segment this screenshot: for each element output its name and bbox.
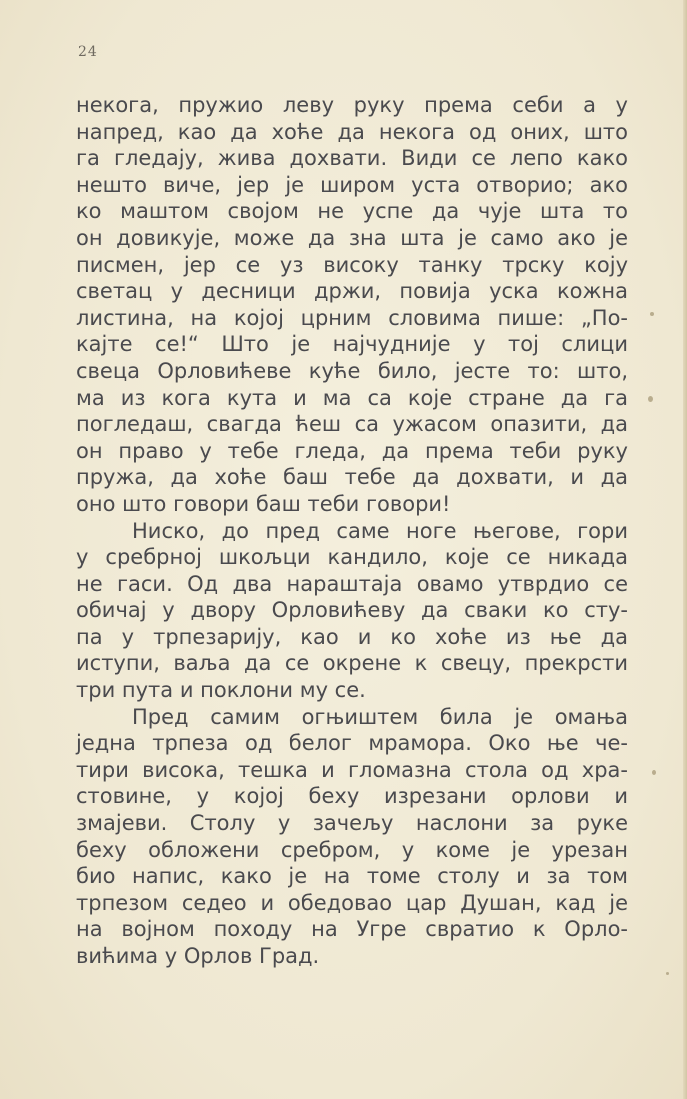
text-line: кајте се!“ Што је најчудније у тој слици (76, 332, 628, 357)
text-line: погледаш, свагда ћеш са ужасом опазити, да (76, 412, 628, 437)
text-line: на војном походу на Угре свратио к Орло- (76, 917, 628, 942)
text-line: у сребрној шкољци кандило, које се никада (76, 545, 628, 570)
text-line: вићима у Орлов Град. (76, 944, 320, 968)
text-line: не гаси. Од два нараштаја овамо утврдио се (76, 571, 628, 596)
text-line: писмен, јер се уз високу танку трску коју (76, 252, 628, 277)
text-line: нешто виче, јер је широм уста отворио; ако (76, 172, 628, 197)
text-line: три пута и поклони му се. (76, 678, 366, 703)
text-line: па у трпезарију, као и ко хоће из ње да (76, 624, 628, 649)
text-line: ма из кога кута и ма са које стране да га (76, 385, 628, 410)
paper-speck (666, 972, 669, 975)
text-line: он довикује, може да зна шта је само ако је (76, 225, 628, 250)
text-line: свеца Орловићеве куће било, јесте то: што, (76, 358, 628, 383)
text-line: напред, као да хоће да некога од оних, што (76, 119, 628, 144)
text-line: стовине, у којој беху изрезани орлови и (76, 784, 628, 809)
page-edge (683, 0, 687, 1099)
text-line: био напис, како је на томе столу и за том (76, 864, 628, 889)
page-number: 24 (78, 44, 98, 60)
text-line: беху обложени сребром, у коме је урезан (76, 837, 628, 862)
text-line: Пред самим огњиштем била је омања (132, 704, 628, 729)
text-line: пружа, да хоће баш тебе да дохвати, и да (76, 465, 628, 490)
paper-speck (652, 770, 656, 775)
text-line: једна трпеза од белог мрамора. Око ње че- (76, 731, 628, 756)
text-line: обичај у двору Орловићеву да сваки ко сту- (76, 598, 628, 623)
text-line: светац у десници држи, повија уска кожна (76, 279, 628, 304)
text-line: Ниско, до пред саме ноге његове, гори (132, 518, 628, 543)
paragraph-2 (76, 518, 628, 704)
text-line: он право у тебе гледа, да према теби руку (76, 438, 628, 463)
text-line: некога, пружио леву руку према себи а у (76, 93, 628, 117)
text-line: оно што говори баш теби говори! (76, 491, 451, 516)
text-line: иступи, ваља да се окрене к свецу, прекрсти (76, 651, 628, 676)
paragraph-3 (76, 704, 628, 970)
text-line: ко маштом својом не успе да чује шта то (76, 199, 628, 224)
text-line: листина, на којој црним словима пише: „По- (76, 305, 628, 330)
text-line: га гледају, жива дохвати. Види се лепо како (76, 146, 628, 171)
paragraph-1 (76, 92, 628, 518)
body-text (76, 92, 628, 970)
text-line: тири висока, тешка и гломазна стола од хра- (76, 757, 628, 782)
paper-speck (650, 312, 654, 316)
text-line: змајеви. Столу у зачељу наслони за руке (76, 811, 628, 836)
paper-speck (648, 396, 653, 402)
text-line: трпезом седео и обедовао цар Душан, кад је (76, 890, 628, 915)
